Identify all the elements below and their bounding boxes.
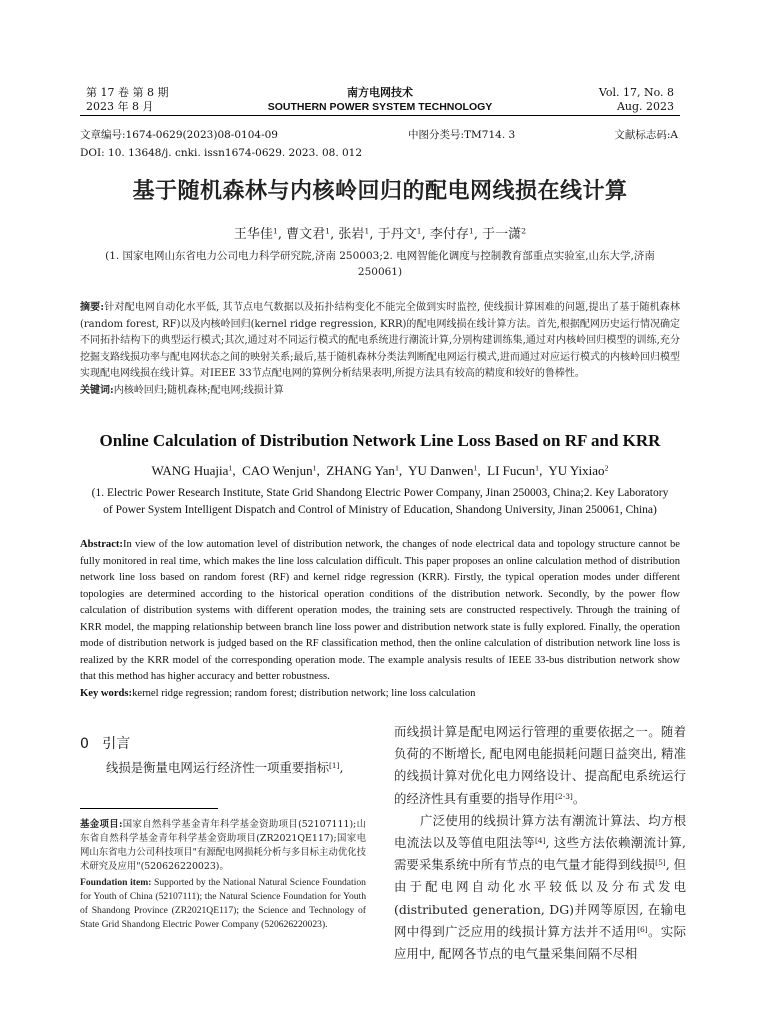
author-cn: 李付存$^1$: [429, 226, 474, 242]
section-number: 0: [80, 736, 89, 752]
author-en: YU Yixiao$^2$: [548, 463, 609, 478]
header-rule: [80, 115, 680, 116]
clc-number: 中图分类号:TM714. 3: [408, 129, 516, 141]
citation: [6]: [637, 924, 648, 934]
author-en: WANG Huajia$^1$: [151, 463, 233, 478]
citation: [5]: [655, 858, 666, 868]
date-cn: 2023 年 8 月: [86, 100, 154, 113]
paragraph: 而线损计算是配电网运行管理的重要依据之一。随着负荷的不断增长, 配电网电能损耗问题日益突出, 精准的线损计算对优化电力网络设计、提高配电系统运行的经济性具有重要的指导作用[2-3]。: [394, 724, 686, 806]
doi: DOI: 10. 13648/j. cnki. issn1674-0629. 2023. 08. 012: [80, 147, 363, 159]
article-number: 文章编号:1674-0629(2023)08-0104-09: [80, 129, 278, 141]
keywords-en-label: Key words:: [80, 687, 133, 699]
abstract-en-label: Abstract:: [80, 539, 123, 550]
author-cn: 曹文君$^1$: [286, 226, 331, 242]
abstract-cn-label: 摘要:: [80, 302, 105, 313]
author-en: LI Fucun$^1$: [487, 463, 540, 478]
citation: [2-3]: [555, 791, 573, 801]
date-en: Aug. 2023: [616, 100, 674, 113]
author-cn: 王华佳$^1$: [233, 226, 278, 242]
abstract-en: [80, 537, 680, 702]
abstract-en-text: In view of the low automation level of distribution network, the changes of node electrical data and topology structure cannot be fully monitored in real time, which makes the line loss calculation difficult. This paper proposes an online calculation method of distribution network line loss based on random forest (RF) and kernel ridge regression (KRR). Firstly, the typical operation modes under different topologies are determined according to the historical operation conditions of the distribution network. Secondly, by the power flow calculation of distribution systems with different operation modes, the training sets are constructed respectively. Through the training of KRR model, the mapping relationship between branch line loss power and distribution network state is fully explored. Finally, the operation mode of distribution network is judged based on the RF classification method, then the online calculation of distribution network line loss is realized by the KRR model of the corresponding operation mode. The example analysis results of IEEE 33-bus distribution network show that this method has higher accuracy and better robustness.: [80, 539, 680, 682]
citation: [4]: [535, 835, 546, 845]
volume-issue-en: Vol. 17, No. 8: [598, 86, 674, 99]
section-heading: [80, 733, 130, 753]
journal-name-en: SOUTHERN POWER SYSTEM TECHNOLOGY: [267, 101, 493, 113]
volume-issue-cn: 第 17 卷 第 8 期: [86, 86, 169, 99]
author-cn: 张岩$^1$: [338, 226, 370, 242]
document-code: 文献标志码:A: [614, 129, 678, 141]
keywords-cn-label: 关键词:: [80, 384, 114, 396]
author-en: YU Danwen$^1$: [408, 463, 478, 478]
keywords-cn: 内核岭回归;随机森林;配电网;线损计算: [113, 384, 284, 396]
author-en: CAO Wenjun$^1$: [242, 463, 317, 478]
footnote-rule: [80, 808, 218, 809]
funding-en: Foundation item: Supported by the National Natural Science Foundation for Youth of China (52107111); the Natural Science Foundation for Youth of Shandong Province (ZR2021QE117); the Science and Technology of State Grid Shandong Electric Power Company (520626220023).: [80, 877, 366, 930]
authors-cn: 王华佳$^1$, 曹文君$^1$, 张岩$^1$, 于丹文$^1$, 李付存$^1$, 于一潇$^2$: [233, 226, 527, 242]
journal-name-cn: 南方电网技术: [347, 86, 413, 99]
abstract-cn: [80, 300, 680, 399]
author-cn: 于一潇$^2$: [482, 226, 527, 242]
affiliation-en: (1. Electric Power Research Institute, State Grid Shandong Electric Power Company, Jinan 250003, China;2. Key Laboratory of Power System Intelligent Dispatch and Control of Ministry of Education, Shandong University, Jinan 250061, China): [91, 487, 669, 516]
running-header-left: [86, 86, 168, 114]
intro-paragraph-start: 线损是衡量电网运行经济性一项重要指标[1],: [106, 760, 344, 775]
author-en: ZHANG Yan$^1$: [326, 463, 399, 478]
abstract-cn-text: 针对配电网自动化水平低, 其节点电气数据以及拓扑结构变化不能完全做到实时监控, 使线损计算困难的问题,提出了基于随机森林(random forest, RF)以及内核岭回归(kernel ridge regression, KRR)的配电网线损在线计算方法。首先,根据配网历史运行情况确定不同拓扑结构下的典型运行模式;其次,通过对不同运行模式的配电系统进行潮流计算,分别构建训练集,通过对内核岭回归模型的训练,充分挖掘支路线损功率与配电网状态之间的映射关系;最后,基于随机森林分类法判断配电网运行模式,进而通过对应运行模式的内核岭回归模型实现配电网线损在线计算。对IEEE 33节点配电网的算例分析结果表明,所提方法具有较高的精度和较好的鲁棒性。: [80, 302, 680, 379]
paragraph: 广泛使用的线损计算方法有潮流计算法、均方根电流法以及等值电阻法等[4], 这些方法依赖潮流计算, 需要采集系统中所有节点的电气量才能得到线损[5], 但由于配电网自动化水平较低以及分布式发电(distributed generation, DG)并网等原因, 在输电网中得到广泛应用的线损计算方法并不适用[6]。实际应用中, 配网各节点的电气量采集间隔不尽相: [394, 812, 687, 962]
paper-title-cn: 基于随机森林与内核岭回归的配电网线损在线计算: [132, 179, 628, 204]
paper-title-en: Online Calculation of Distribution Network Line Loss Based on RF and KRR: [99, 431, 661, 450]
running-header-center: [240, 86, 520, 114]
citation: [1]: [329, 760, 340, 770]
running-header-right: [599, 86, 674, 114]
funding-cn: 基金项目:国家自然科学基金青年科学基金资助项目(52107111);山东省自然科学基金青年科学基金资助项目(ZR2021QE117);国家电网山东省电力公司科技项目"有源配电网损耗分析与多目标主动优化技术研究及应用"(520626220023)。: [80, 819, 366, 872]
keywords-en: kernel ridge regression; random forest; distribution network; line loss calculation: [132, 687, 476, 699]
author-cn: 于丹文$^1$: [377, 226, 422, 242]
intro-right-column: [394, 721, 686, 965]
authors-en: WANG Huajia$^1$, CAO Wenjun$^1$, ZHANG Yan$^1$, YU Danwen$^1$, LI Fucun$^1$, YU Yixiao$^2$: [151, 463, 609, 478]
affiliation-cn: (1. 国家电网山东省电力公司电力科学研究院,济南 250003;2. 电网智能化调度与控制教育部重点实验室,山东大学,济南 250061): [105, 250, 655, 278]
section-title: 引言: [102, 736, 131, 752]
